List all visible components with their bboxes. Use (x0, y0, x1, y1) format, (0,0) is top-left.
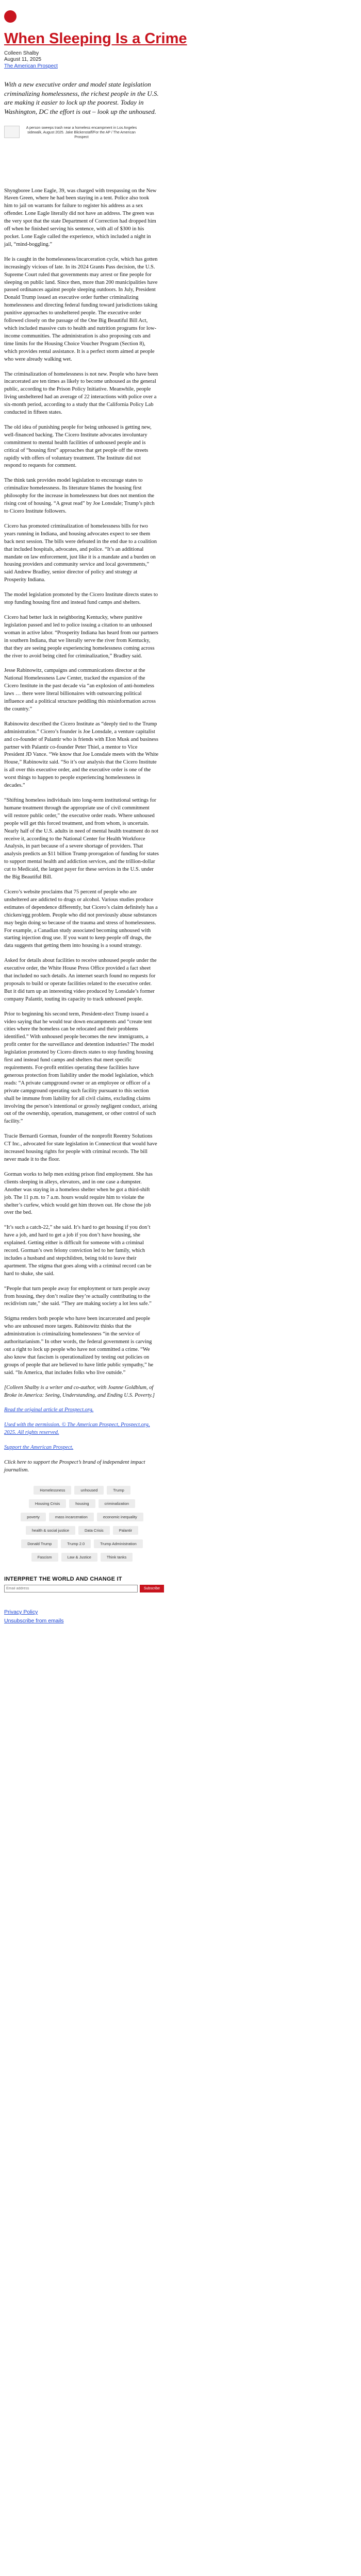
paragraph: Prior to beginning his second term, President-elect Trump issued a video saying that he would tear down encampments and “create tent cities where the homeless can be relocated and their problems identified.” With unhoused people becomes the new immigrants, a profit center for the surveillance and detention industries? The model legislation promoted by Cicero directs states to stop funding housing first and instead fund camps and shelters that meet specific requirements. For-profit entities operating these facilities have generous protection from liability under the model legislation, which reads: “A private campground owner or an employee or officer of a private campground operating such facility pursuant to this section shall be immune from liability for all civil claims, excluding claims involving the person’s intentional or grossly negligent conduct, arising out of the ownership, operation, management, or other control of such facility.” (4, 1011, 157, 1125)
article-body (4, 188, 159, 1475)
tag[interactable]: mass incarceration (49, 1513, 94, 1521)
author: Colleen Shalby (4, 50, 39, 56)
tag[interactable]: Fascism (31, 1553, 58, 1562)
tag[interactable]: Trump (107, 1486, 130, 1495)
subscribe-button[interactable]: Subscribe (140, 1585, 164, 1592)
paragraph: The old idea of punishing people for being unhoused is getting new, well-financed backing. The Cicero Institute advocates involuntary commitment to mental health facilities of unhoused people and is critical of “housing first” approaches that get people off the streets rapidly with offers of voluntary treatment. The Institute did not respond to requests for comment. (4, 424, 152, 469)
author-bio: [Colleen Shalby is a writer and co-author, with Joanne Goldblum, of Broke in America: Seeing, Understanding, and Ending U.S. Poverty.] (4, 1384, 155, 1398)
support-text: Click here to support the Prospect’s brand of independent impact journalism. (4, 1460, 145, 1473)
publish-date: August 11, 2025 (4, 57, 42, 63)
hero-image (4, 126, 137, 162)
newsletter-heading: INTERPRET THE WORLD AND CHANGE IT (4, 1575, 122, 1582)
permission-link[interactable]: Used with the permission. © The American Prospect, Prospect.org, 2025. All rights reserved. (4, 1422, 150, 1436)
paragraph: Jesse Rabinowitz, campaigns and communications director at the National Homelessness Law Center, tracked the expansion of the Cicero Institute in the past decade via “an explosion of anti-homeless laws … there were literal billionaires with outsourcing political influence and a political structure peddling this misinformation across the country.” (4, 668, 156, 712)
privacy-policy-link[interactable]: Privacy Policy (4, 1608, 38, 1615)
tag[interactable]: Trump Administration (94, 1539, 143, 1548)
paragraph: “People that turn people away for employment or turn people away from housing, they don’t realize they’re actually contributing to the recidivism rate,” she said. “They are making society a lot less safe.” (4, 1285, 152, 1307)
tag[interactable]: Law & Justice (61, 1553, 97, 1562)
support-link[interactable]: Support the American Prospect. (4, 1445, 74, 1451)
tag[interactable]: Donald Trump (21, 1539, 58, 1548)
paragraph: The criminalization of homelessness is not new. People who have been incarcerated are ten times as likely to become unhoused as the general public, according to the Prison Policy Initiative. Meanwhile, people living unsheltered had an average of 22 interactions with police over a six-month period, according to a study that the California Policy Lab conducted in fifteen states. (4, 371, 158, 416)
tag[interactable]: Homelessness (34, 1486, 71, 1495)
paragraph: He is caught in the homelessness/incarceration cycle, which has gotten increasingly vicious of late. In its 2024 Grants Pass decision, the U.S. Supreme Court ruled that governments may arrest or fine people for sleeping on public land. Since then, more than 200 municipalities have passed ordinances against people sleeping outdoors. In July, President Donald Trump issued an executive order further criminalizing homelessness and directing federal funding toward jurisdictions taking punitive approaches to unsheltered people. The executive order followed closely on the passage of the One Big Beautiful Bill Act, which included massive cuts to health and nutrition programs for low-income communities. The administration is also proposing cuts and time limits for the Housing Choice Voucher Program (Section 8), which provides rental assistance. It is a perfect storm aimed at people who were already walking wet. (4, 256, 158, 362)
tag[interactable]: health & social justice (26, 1526, 75, 1535)
paragraph: Tracie Bernardi Gorman, founder of the nonprofit Reentry Solutions CT Inc., advocated for state legislation in Connecticut that would have increased housing rights for people with criminal records. The bill never made it to the floor. (4, 1133, 157, 1162)
broken-image-icon (4, 126, 20, 138)
paragraph: Asked for details about facilities to receive unhoused people under the executive order, the White House Press Office provided a fact sheet that included no such details. An internet search found no requests for proposals to build or operate facilities related to the executive order. But it did turn up an interesting video produced by Lonsdale’s former company Palantir, touting its capacity to track unhoused people. (4, 958, 157, 1002)
paragraph: Gorman works to help men exiting prison find employment. She has clients sleeping in alleys, elevators, and in one case a dumpster. Another was staying in a homeless shelter when he got a third-shift job. The 11 p.m. to 7 a.m. hours would require him to violate the shelter’s curfew, which would get him thrown out. He chose the job over the bed. (4, 1171, 153, 1216)
read-original-link[interactable]: Read the original article at Prospect.org. (4, 1407, 94, 1413)
tag[interactable]: Data Crisis (78, 1526, 110, 1535)
newsletter-signup (4, 1576, 164, 1592)
tag[interactable]: economic inequality (97, 1513, 143, 1521)
source-link[interactable]: The American Prospect (4, 63, 58, 69)
tag[interactable]: poverty (21, 1513, 46, 1521)
site-logo-icon[interactable] (4, 10, 17, 23)
tag-list (18, 1486, 146, 1562)
footer-links (4, 1608, 361, 1625)
paragraph: Cicero’s website proclaims that 75 percent of people who are unsheltered are addicted to drugs or alcohol. Various studies produce estimates of dependence differently, but Cicero’s claim definitely has a chicken/egg problem. People who did not previously abuse substances may begin doing so because of the trauma and stress of homelessness. For example, a Canadian study associated becoming unhoused with starting injection drug use. If you want to keep people off drugs, the data suggests that getting them into housing is a sound strategy. (4, 889, 158, 949)
article-dek: With a new executive order and model state legislation criminalizing homelessness, the richest people in the U.S. are making it easier to lock up the poorest. Today in Washington, DC the effort is out – look up the unhoused. (4, 80, 159, 116)
paragraph: Cicero had better luck in neighboring Kentucky, where punitive legislation passed and led to police issuing a citation to an unhoused woman in active labor. “Prosperity Indiana has heard from our partners in southern Indiana, that we literally serve the river from Kentucky, that they are seeing people experiencing homelessness coming across the river to avoid being cited for criminalization,” Bradley said. (4, 614, 158, 659)
article-headline[interactable]: When Sleeping Is a Crime (4, 30, 187, 47)
paragraph: “Shifting homeless individuals into long-term institutional settings for humane treatment through the appropriate use of civil commitment will restore public order,” the executive order reads. Where unhoused people will get this forced treatment, and from whom, is uncertain. Nearly half of the U.S. adults in need of mental health treatment do not receive it, according to the National Center for Health Workforce Analysis, in part because of a severe shortage of providers. That analysis predicts an $11 billion Trump prorogation of funding for states to support mental health and addiction services, and the trillion-dollar cut to Medicaid, the largest payer for these services in the U.S. under the Big Beautiful Bill. (4, 798, 159, 880)
paragraph: “It’s such a catch-22,” she said. It’s hard to get housing if you don’t have a job, and hard to get a job if you don’t have housing, she explained. Getting either is difficult for someone with a criminal record. Gorman’s own felony conviction led to her family, which includes a husband and stepchildren, being told to leave their apartment. The stigma that goes along with a criminal record can be hard to shake, she said. (4, 1225, 152, 1277)
image-caption: A person sweeps trash near a homeless encampment in Los Angeles sidewalk, August 2025. Jake Blickenstaff/For the AP / The American Prospect (26, 126, 137, 139)
email-input[interactable] (4, 1585, 138, 1592)
tag[interactable]: Think tanks (101, 1553, 133, 1562)
tag[interactable]: Housing Crisis (29, 1499, 66, 1508)
byline (4, 50, 361, 70)
paragraph: Stigma renders both people who have been incarcerated and people who are unhoused more targets. Rabinowitz thinks that the administration is criminalizing homelessness “in the service of authoritarianism.” In other words, the federal government is carving out a right to lock up people who have not committed a crime. “We also know that fascism is operationalized by testing out policies on groups of people that are believed to have little public sympathy,” he said. “In America, that includes folks who live outside.” (4, 1316, 154, 1376)
paragraph: Rabinowitz described the Cicero Institute as “deeply tied to the Trump administration.” Cicero’s founder is Joe Lonsdale, a venture capitalist and co-founder of Palantir who is friends with Elon Musk and business partner with Palantir co-founder Peter Thiel, a mentor to Vice President JD Vance. “We know that Joe Lonsdale meets with the White House,” Rabinowitz said. “So it’s our analysis that the Cicero Institute is all over this executive order, and the executive order is one of the worst things to happen to people experiencing homelessness in decades.” (4, 721, 159, 789)
paragraph: The model legislation promoted by the Cicero Institute directs states to stop funding housing first and instead fund camps and shelters. (4, 592, 158, 606)
tag[interactable]: housing (69, 1499, 95, 1508)
unsubscribe-link[interactable]: Unsubscribe from emails (4, 1617, 64, 1624)
top-bar (0, 0, 361, 10)
tag[interactable]: Palantir (113, 1526, 138, 1535)
paragraph: The think tank provides model legislation to encourage states to criminalize homelessness. Its literature blames the housing first philosophy for the increase in homelessness but does not mention the rising cost of housing. “A great read” by Joe Lonsdale; Trump’s pitch to Cicero Institute followers. (4, 478, 155, 515)
paragraph: Shyngboree Lone Eagle, 39, was charged with trespassing on the New Haven Green, where he had been staying in a tent. Police also took him to jail on warrants for failure to register his address as a sex offender. Lone Eagle literally did not have an address. The green was the very spot that the state Department of Correction had dropped him off when he finished serving his sentence, with all of $300 in his pocket. Lone Eagle called the experience, which included a night in jail, “mind-boggling.” (4, 188, 157, 247)
tag[interactable]: criminalization (99, 1499, 136, 1508)
tag[interactable]: Trump 2.0 (61, 1539, 91, 1548)
paragraph: Cicero has promoted criminalization of homelessness bills for two years running in Indiana, and housing advocates expect to see them back next session. The bills were defeated in the end due to a coalition that included hospitals, advocates, and police. “It’s an additional mandate on law enforcement, just like it is a mandate and a burden on housing providers and community service and local governments,” said Andrew Bradley, senior director of policy and strategy at Prosperity Indiana. (4, 523, 157, 583)
tag[interactable]: unhoused (74, 1486, 104, 1495)
